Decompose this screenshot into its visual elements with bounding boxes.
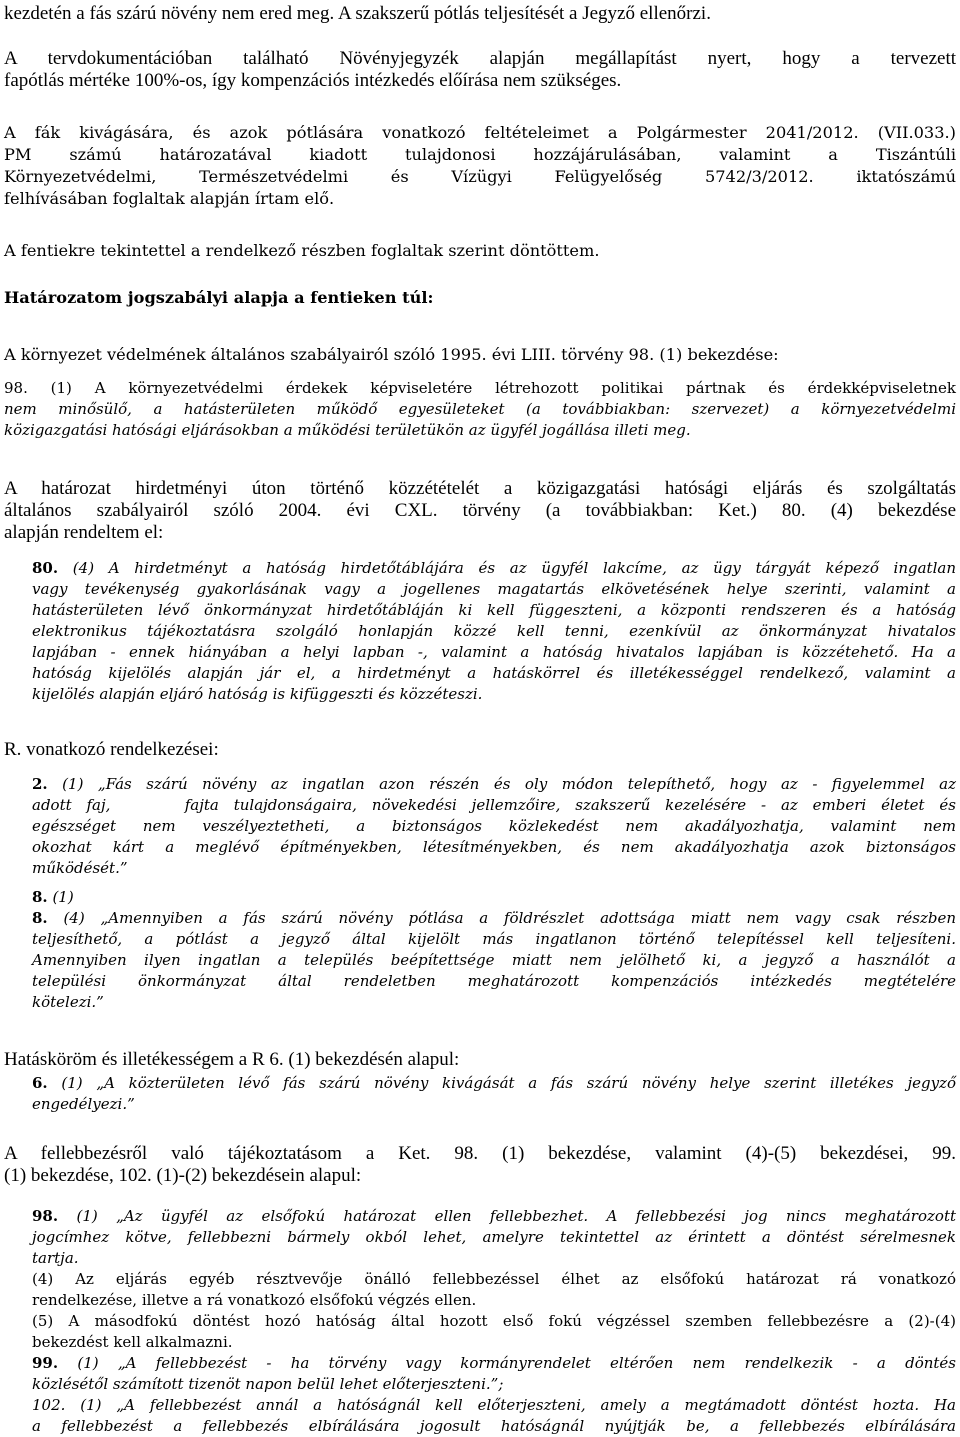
text-line xyxy=(32,774,956,795)
text-line: lapjában - ennek hiányában a helyi lapban -, valamint a hatóság hivatalos lapjában is közzétehető. Ha a xyxy=(32,643,956,661)
text-line: egészséget nem veszélyeztetheti, a biztonságos közlekedést nem akadályozhatja, valamint nem xyxy=(32,817,956,835)
text-span: (4) A hirdetményt a hatóság hirdetőtáblájára és az ügyfél lakcíme, az ügy tárgyát képező ingatlan xyxy=(58,559,956,577)
text-span: (4) „Amennyiben a fás szárú növény pótlása a földrészlet adottsága miatt nem vagy csak részben xyxy=(47,909,956,927)
text-line: teljesíthető, a pótlást a jegyző által kijelölt más ingatlanon történő telepítéssel kell teljesíteni. xyxy=(32,930,956,948)
text-line: Amennyiben ilyen ingatlan a település beépítettsége miatt nem jelölhető ki, a jegyző a használót a xyxy=(32,951,956,969)
text-line: nem minősülő, a hatásterületen működő egyesületeket (a továbbiakban: szervezet) a környezetvédelmi xyxy=(4,400,956,418)
text-line: települési önkormányzat által rendeletben meghatározott kompenzációs intézkedés megtételére xyxy=(32,972,956,990)
text-line xyxy=(4,378,956,399)
text-line xyxy=(32,558,956,579)
text-line: jogcímhez kötve, fellebbezni bármely okból lehet, amelyre tekintettel az érintett a döntést sérelmesnek xyxy=(32,1228,956,1246)
text-line: vagy tevékenység gyakorlásának vagy a jogellenes magatartás elkövetésének helye szerinti, valamint a xyxy=(32,580,956,598)
paragraph-appeal-info xyxy=(4,1143,956,1187)
text-line: kijelölés alapján eljáró hatóság is kifüggeszti és közzéteszi. xyxy=(32,685,483,703)
text-span: 98. (1) A környezetvédelmi érdekek képviseletére létrehozott politikai pártnak és érdekképviseletnek xyxy=(4,379,956,397)
text-line: közlésétől számított tizenöt napon belül lehet előterjeszteni.”; xyxy=(32,1375,504,1393)
paragraph-decision: A fentiekre tekintettel a rendelkező részben foglaltak szerint döntöttem. xyxy=(4,241,600,260)
text-line: fapótlás mértéke 100%-os, így kompenzációs intézkedés előírása nem szükséges. xyxy=(4,70,622,91)
text-line: hatásterületen lévő önkormányzat hirdetőtábláján ki kell függeszteni, a központi rendszeren és a hatóság xyxy=(32,601,956,619)
law-quote-r-2 xyxy=(32,774,956,879)
text-line: elektronikus tájékoztatásra szolgáló honlapján közzé kell tenni, ezenkívül az önkormányzat hivatalos xyxy=(32,622,956,640)
paragraph-plant-list xyxy=(4,48,956,92)
text-line: Környezetvédelmi, Természetvédelmi és Vízügyi Felügyelőség 5742/3/2012. iktatószámú xyxy=(4,167,956,186)
section-number: 99. xyxy=(32,1354,59,1372)
text-line xyxy=(32,1353,956,1374)
text-span: (1) „Fás szárú növény az ingatlan azon részén és oly módon telepíthető, hogy az - figyelemmel az xyxy=(47,775,956,793)
text-line: általános szabályairól szóló 2004. évi CXL. törvény (a továbbiakban: Ket.) 80. (4) bekezdése xyxy=(4,500,956,521)
text-span: (1) „A közterületen lévő fás szárú növény kivágását a fás szárú növény helye szerint illetékes jegyző xyxy=(47,1074,956,1092)
section-number: 6. xyxy=(32,1074,48,1092)
text-line: hatóság kijelölés alapján jár el, a hirdetményt a hatáskörrel és illetékességgel rendelkező, valamint a xyxy=(32,664,956,682)
text-line: engedélyezi.” xyxy=(32,1095,135,1113)
section-heading-regulation: R. vonatkozó rendelkezései: xyxy=(4,739,219,760)
text-line: közigazgatási hatósági eljárásokban a működési területükön az ügyfél jogállása illeti meg. xyxy=(4,421,691,439)
section-heading-legal-basis: Határozatom jogszabályi alapja a fentieken túl: xyxy=(4,288,434,307)
text-line: A fellebbezésről való tájékoztatásom a Ket. 98. (1) bekezdése, valamint (4)-(5) bekezdései, 99. xyxy=(4,1143,956,1164)
text-line: tartja. xyxy=(32,1249,79,1267)
law-quote-r-6 xyxy=(32,1073,956,1115)
text-line: okozhat kárt a meglévő építményekben, létesítményekben, és nem akadályozhatja azok biztonságos xyxy=(32,838,956,856)
paragraph-intro-line: kezdetén a fás szárú növény nem ered meg. A szakszerű pótlás teljesítését a Jegyző ellenőrzi. xyxy=(4,3,711,24)
law-quote-ket-80 xyxy=(32,558,956,705)
text-line xyxy=(32,1073,956,1094)
text-span: (1) „Az ügyfél az elsőfokú határozat ellen fellebbezhet. A fellebbezési jog nincs meghatározott xyxy=(58,1207,956,1225)
text-line: rendelkezése, illetve a rá vonatkozó elsőfokú végzés ellen. xyxy=(32,1291,477,1309)
text-line xyxy=(32,908,956,929)
text-line: felhívásában foglaltak alapján írtam elő. xyxy=(4,189,335,208)
text-line: A határozat hirdetményi úton történő közzétételét a közigazgatási hatósági eljárás és szolgáltatás xyxy=(4,478,956,499)
text-line: A fák kivágására, és azok pótlására vonatkozó feltételeimet a Polgármester 2041/2012. (VII.033.) xyxy=(4,123,956,142)
section-number: 8. xyxy=(32,888,48,906)
text-line: működését.” xyxy=(32,859,128,877)
section-number: 2. xyxy=(32,775,48,793)
text-line: kötelezi.” xyxy=(32,993,104,1011)
text-line xyxy=(32,887,956,908)
text-line: bekezdést kell alkalmazni. xyxy=(32,1333,233,1351)
text-line: alapján rendeltem el: xyxy=(4,522,164,543)
paragraph-ket-publication xyxy=(4,478,956,544)
law-quote-ket-appeal xyxy=(32,1206,956,1437)
text-line: PM számú határozatával kiadott tulajdonosi hozzájárulásában, valamint a Tiszántúli xyxy=(4,145,956,164)
text-line: A tervdokumentációban található Növényjegyzék alapján megállapítást nyert, hogy a tervezett xyxy=(4,48,956,69)
text-line: 102. (1) „A fellebbezést annál a hatóságnál kell előterjeszteni, amely a megtámadott döntést hozta. Ha xyxy=(32,1396,956,1414)
paragraph-conditions xyxy=(4,122,956,210)
section-heading-competence: Hatásköröm és illetékességem a R 6. (1) bekezdésén alapul: xyxy=(4,1049,460,1070)
text-span: (1) „A fellebbezést - ha törvény vagy kormányrendelet eltérően nem rendelkezik - a döntés xyxy=(58,1354,956,1372)
text-line: (5) A másodfokú döntést hozó hatóság által hozott első fokú végzéssel szemben fellebbezésre a (2)-(4) xyxy=(32,1312,956,1330)
section-number: 98. xyxy=(32,1207,59,1225)
text-line: adott faj, fajta tulajdonságaira, növekedési jellemzőire, szakszerű kezelésére - az emberi életet és xyxy=(32,796,956,814)
text-span: (1) xyxy=(47,888,74,906)
text-line: (4) Az eljárás egyéb résztvevője önálló fellebbezéssel élhet az elsőfokú határozat rá vonatkozó xyxy=(32,1270,956,1288)
section-number: 8. xyxy=(32,909,48,927)
text-line: a fellebbezést a fellebbezés elbírálására jogosult hatóságnál nyújtják be, a fellebbezés elbírálására xyxy=(32,1417,956,1435)
law-title-kvt: A környezet védelmének általános szabályairól szóló 1995. évi LIII. törvény 98. (1) bekezdése: xyxy=(4,345,779,364)
text-line: (1) bekezdése, 102. (1)-(2) bekezdésein alapul: xyxy=(4,1165,362,1186)
section-number: 80. xyxy=(32,559,59,577)
law-quote-r-8 xyxy=(32,887,956,1013)
law-quote-kvt-98 xyxy=(4,378,956,441)
text-line xyxy=(32,1206,956,1227)
